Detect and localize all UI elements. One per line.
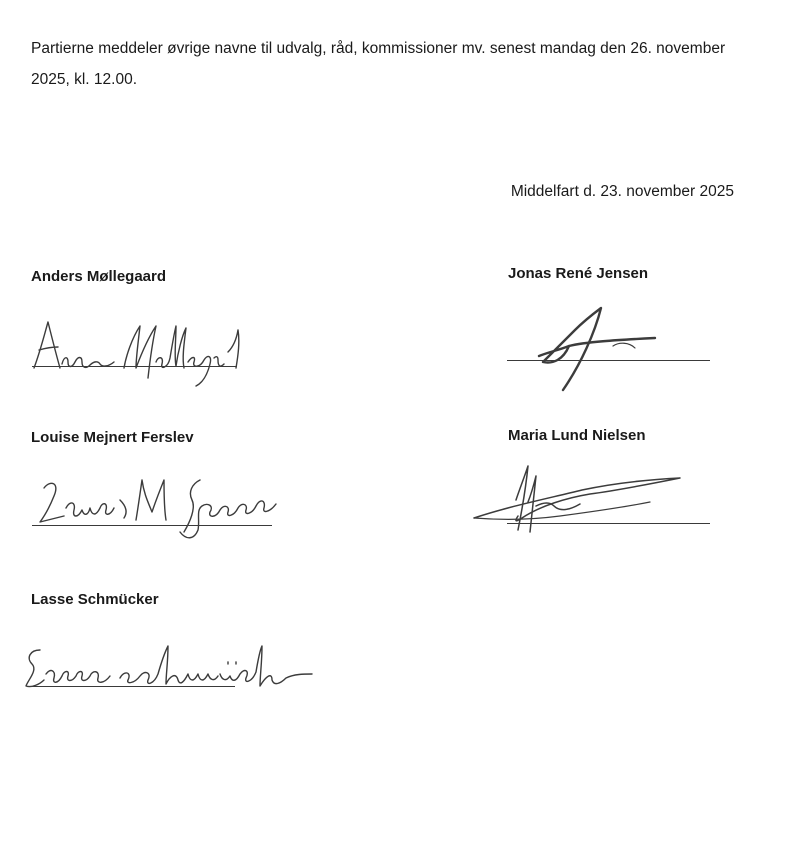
deadline-paragraph: Partierne meddeler øvrige navne til udvalg, råd, kommissioner mv. senest mandag den 26. november 2025, kl. 12.00. xyxy=(31,40,726,88)
signature-louise xyxy=(30,470,290,550)
signature-lasse xyxy=(22,640,317,700)
signatory-name-louise: Louise Mejnert Ferslev xyxy=(31,429,194,446)
signature-jonas xyxy=(525,302,665,397)
signatory-name-anders: Anders Møllegaard xyxy=(31,268,167,285)
signatory-name-jonas: Jonas René Jensen xyxy=(508,265,649,282)
signature-maria xyxy=(470,462,700,542)
place-and-date: Middelfart d. 23. november 2025 xyxy=(510,183,734,200)
signatory-name-maria: Maria Lund Nielsen xyxy=(508,427,646,444)
signature-anders xyxy=(28,312,258,397)
signatory-name-lasse: Lasse Schmücker xyxy=(31,591,159,608)
